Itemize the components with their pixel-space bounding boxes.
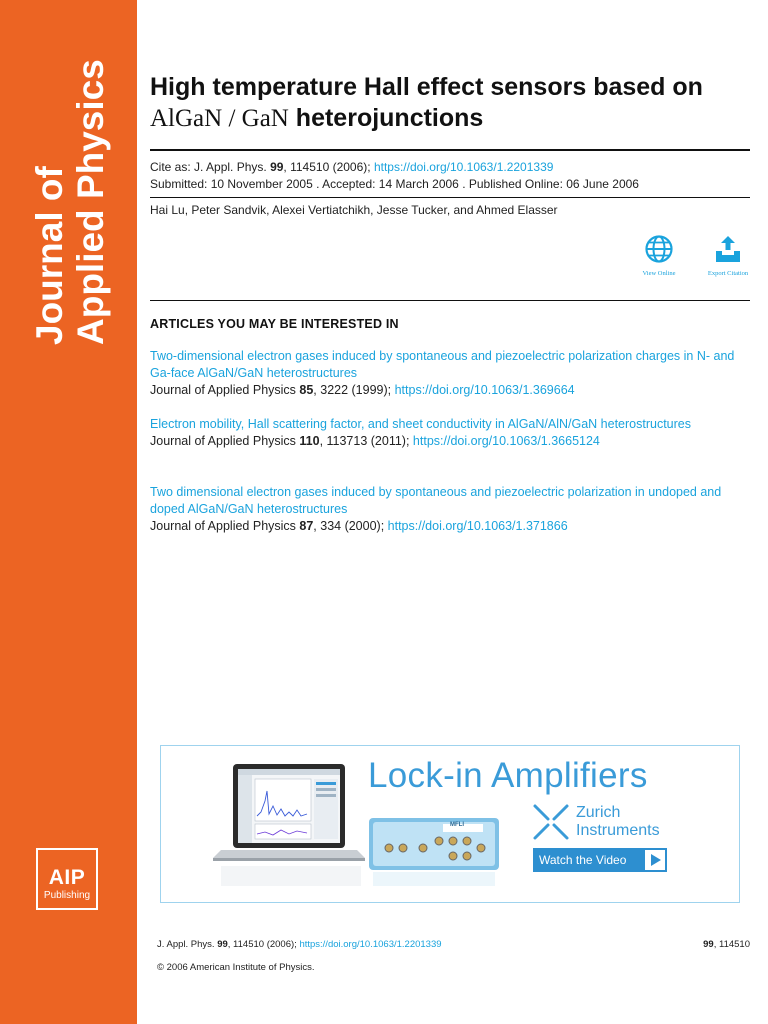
- related-articles-heading: ARTICLES YOU MAY BE INTERESTED IN: [150, 317, 399, 331]
- footer-cite-prefix: J. Appl. Phys.: [157, 939, 218, 950]
- ref-volume: 87: [299, 519, 314, 533]
- ad-brand: [576, 804, 660, 840]
- cite-divider: [150, 197, 750, 198]
- ref-volume: 110: [299, 434, 320, 448]
- footer-cite-volume: 99: [217, 939, 228, 950]
- related-article-doi-link[interactable]: https://doi.org/10.1063/1.3665124: [412, 434, 600, 448]
- zurich-instruments-logo-icon: [531, 802, 571, 842]
- related-article-3: [150, 484, 750, 535]
- title-part2: heterojunctions: [288, 104, 484, 132]
- article-doi-link[interactable]: https://doi.org/10.1063/1.2201339: [373, 160, 554, 174]
- watch-video-label: Watch the Video: [539, 853, 627, 867]
- ref-details: , 334 (2000);: [313, 519, 388, 533]
- related-article-2: [150, 416, 750, 450]
- title-part1: High temperature Hall effect sensors based on: [150, 73, 703, 101]
- journal-name-line2: Applied Physics: [70, 59, 111, 345]
- view-online-label: View Online: [642, 270, 676, 277]
- view-online-button[interactable]: [629, 234, 689, 277]
- related-article-ref: [150, 518, 750, 535]
- globe-icon: [644, 234, 674, 264]
- ref-details: , 113713 (2011);: [319, 434, 413, 448]
- author-list: Hai Lu, Peter Sandvik, Alexei Vertiatchikh, Jesse Tucker, and Ahmed Elasser: [150, 203, 558, 217]
- aip-logo-subtext: Publishing: [43, 890, 91, 901]
- cite-prefix: Cite as: J. Appl. Phys.: [150, 160, 271, 174]
- related-article-1: [150, 348, 750, 399]
- copyright-notice: © 2006 American Institute of Physics.: [157, 962, 315, 973]
- aip-publishing-logo[interactable]: [36, 848, 98, 910]
- watch-video-button[interactable]: [533, 848, 667, 872]
- ref-journal: Journal of Applied Physics: [150, 519, 300, 533]
- footer-page-ref: [703, 939, 750, 950]
- article-title: [150, 72, 750, 134]
- related-article-ref: [150, 433, 750, 450]
- ref-volume: 85: [299, 383, 314, 397]
- export-citation-label: Export Citation: [707, 270, 749, 277]
- advertisement-banner[interactable]: [160, 745, 740, 903]
- footer-cite-suffix: , 114510 (2006);: [227, 939, 300, 950]
- related-article-ref: [150, 382, 750, 399]
- related-article-title[interactable]: Electron mobility, Hall scattering factor, and sheet conductivity in AlGaN/AlN/GaN heterostructures: [150, 417, 691, 431]
- footer-citation: [157, 939, 442, 950]
- journal-name-line1: Journal of: [29, 166, 70, 345]
- journal-sidebar: [0, 0, 137, 1024]
- ad-brand-line2: Instruments: [576, 822, 660, 839]
- ref-journal: Journal of Applied Physics: [150, 383, 300, 397]
- related-article-doi-link[interactable]: https://doi.org/10.1063/1.369664: [394, 383, 575, 397]
- footer-right-volume: 99: [703, 939, 714, 950]
- export-citation-button[interactable]: [698, 234, 758, 277]
- title-divider: [150, 149, 750, 151]
- export-icon: [713, 234, 743, 264]
- publication-dates: Submitted: 10 November 2005 . Accepted: 14 March 2006 . Published Online: 06 June 2006: [150, 177, 639, 191]
- aip-logo-text: AIP: [48, 866, 86, 889]
- journal-name: [29, 45, 111, 345]
- ref-details: , 3222 (1999);: [313, 383, 395, 397]
- device-label: MFLI: [450, 822, 464, 828]
- cite-suffix: , 114510 (2006);: [283, 160, 374, 174]
- ad-brand-line1: Zurich: [576, 804, 621, 821]
- related-article-title[interactable]: Two-dimensional electron gases induced by spontaneous and piezoelectric polarization charges in N- and Ga-face AlGaN/GaN heterostructures: [150, 349, 735, 380]
- actions-divider: [150, 300, 750, 301]
- play-icon: [645, 850, 665, 870]
- ad-headline: Lock-in Amplifiers: [368, 756, 648, 795]
- citation-block: [150, 159, 639, 193]
- footer-doi-link[interactable]: https://doi.org/10.1063/1.2201339: [299, 939, 442, 950]
- related-article-doi-link[interactable]: https://doi.org/10.1063/1.371866: [387, 519, 568, 533]
- ref-journal: Journal of Applied Physics: [150, 434, 300, 448]
- footer-right-suffix: , 114510: [713, 939, 750, 950]
- cite-line: [150, 159, 639, 176]
- title-formula: AlGaN / GaN: [150, 105, 289, 132]
- related-article-title[interactable]: Two dimensional electron gases induced by spontaneous and piezoelectric polarization in undoped and doped AlGaN/GaN heterostructures: [150, 485, 722, 516]
- cite-volume: 99: [270, 160, 284, 174]
